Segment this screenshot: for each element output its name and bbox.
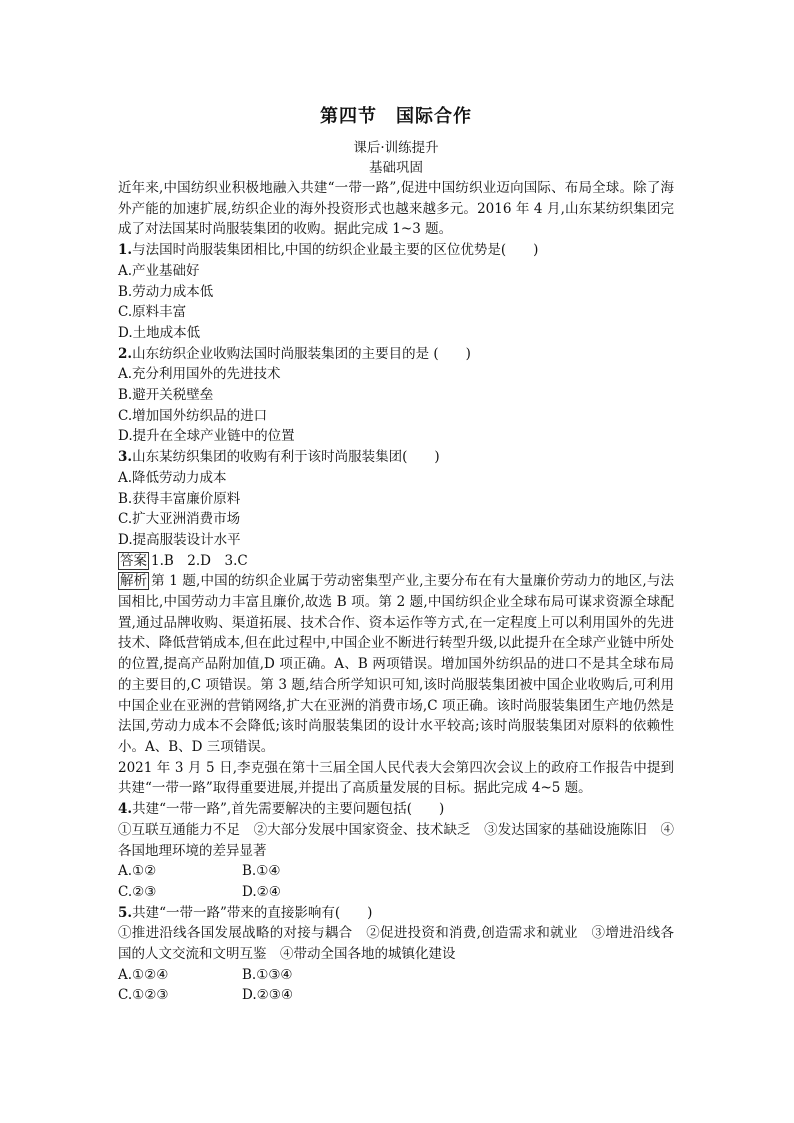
q3-option-d: D.提高服装设计水平 (118, 531, 241, 548)
question-1 (118, 240, 674, 261)
question-3 (118, 447, 674, 468)
analysis-tag: 解析 (120, 573, 147, 590)
question-4 (118, 799, 674, 820)
q3-option-a: A.降低劳动力成本 (118, 469, 227, 486)
q5-options-row-1 (118, 965, 674, 986)
question-5 (118, 903, 674, 924)
question-text: 山东纺织企业收购法国时尚服装集团的主要目的是 ( ) (132, 345, 471, 362)
q4-options-row-1 (118, 861, 674, 882)
question-text: 共建“一带一路”带来的直接影响有( ) (132, 904, 373, 921)
question-2 (118, 344, 674, 365)
q1-option-b: B.劳动力成本低 (118, 283, 214, 300)
q5-stem: ①推进沿线各国发展战略的对接与耦合 ②促进投资和消费,创造需求和就业 ③增进沿线各国的人文交流和文明互鉴 ④带动全国各地的城镇化建设 (118, 925, 674, 963)
answer-block (118, 551, 674, 572)
q4-option-d: D.②④ (242, 883, 281, 900)
section-subheading: 基础巩固 (369, 160, 423, 176)
passage-intro-1: 近年来,中国纺织业积极地融入共建“一带一路”,促进中国纺织业迈向国际、布局全球。除了海外产能的加速扩展,纺织企业的海外投资形式也越来越多元。2016 年 4 月,山东某纺织集团完成了对法国某时尚服装集团的收购。据此完成 1~3 题。 (118, 180, 674, 238)
q4-options-row-2 (118, 882, 674, 903)
q2-option-b: B.避开关税壁垒 (118, 387, 214, 404)
question-number: 5. (118, 904, 133, 921)
question-text: 与法国时尚服装集团相比,中国的纺织企业最主要的区位优势是( ) (132, 242, 539, 259)
passage-intro-2: 2021 年 3 月 5 日,李克强在第十三届全国人民代表大会第四次会议上的政府工作报告中提到共建“一带一路”取得重要进展,并提出了高质量发展的目标。据此完成 4~5 题。 (118, 759, 674, 797)
q5-option-a: A.①②④ (118, 966, 169, 983)
q1-option-a: A.产业基础好 (118, 262, 200, 279)
answer-tag: 答案 (120, 552, 147, 569)
q2-option-d: D.提升在全球产业链中的位置 (118, 428, 295, 445)
question-number: 4. (118, 801, 133, 818)
q3-option-b: B.获得丰富廉价原料 (118, 490, 241, 507)
q5-option-c: C.①②③ (118, 987, 169, 1004)
section-subtitle: 课后·训练提升 (353, 140, 439, 156)
q4-option-c: C.②③ (118, 883, 157, 900)
q2-option-a: A.充分利用国外的先进技术 (118, 366, 281, 383)
analysis-text: 第 1 题,中国的纺织企业属于劳动密集型产业,主要分布在有大量廉价劳动力的地区,与法国相比,中国劳动力丰富且廉价,故选 B 项。第 2 题,中国纺织企业全球布局可谋求资源全球配置,通过品牌收购、渠道拓展、技术合作、资本运作等方式,在一定程度上可以利用国外的先进技术、降低营销成本,但在此过程中,中国企业不断进行转型升级,以此提升在全球产业链中所处的位置,提高产品附加值,D 项正确。A、B 两项错误。增加国外纺织品的进口不是其全球布局的主要目的,C 项错误。第 3 题,结合所学知识可知,该时尚服装集团被中国企业收购后,可利用中国企业在亚洲的营销网络,扩大在亚洲的消费市场,C 项正确。该时尚服装集团生产地仍然是法国,劳动力成本不会降低;该时尚服装集团的设计水平较高;该时尚服装集团对原料的依赖性小。A、B、D 三项错误。 (118, 573, 674, 755)
question-number: 2. (118, 345, 133, 362)
document-page (118, 104, 674, 1006)
answer-text: 1.B 2.D 3.C (151, 552, 248, 569)
analysis-block (118, 571, 674, 757)
q1-option-c: C.原料丰富 (118, 304, 187, 321)
q5-option-b: B.①③④ (242, 966, 293, 983)
q4-option-a: A.①② (118, 863, 157, 880)
question-number: 1. (118, 242, 133, 259)
q2-option-c: C.增加国外纺织品的进口 (118, 407, 268, 424)
q1-option-d: D.土地成本低 (118, 324, 201, 341)
question-number: 3. (118, 449, 133, 466)
question-text: 共建“一带一路”,首先需要解决的主要问题包括( ) (132, 801, 445, 818)
page-title: 第四节 国际合作 (320, 106, 472, 127)
q5-options-row-2 (118, 985, 674, 1006)
question-text: 山东某纺织集团的收购有利于该时尚服装集团( ) (132, 449, 440, 466)
q5-option-d: D.②③④ (242, 987, 293, 1004)
q4-stem: ①互联互通能力不足 ②大部分发展中国家资金、技术缺乏 ③发达国家的基础设施陈旧 ④各国地理环境的差异显著 (118, 821, 674, 859)
q3-option-c: C.扩大亚洲消费市场 (118, 511, 241, 528)
q4-option-b: B.①④ (242, 863, 281, 880)
